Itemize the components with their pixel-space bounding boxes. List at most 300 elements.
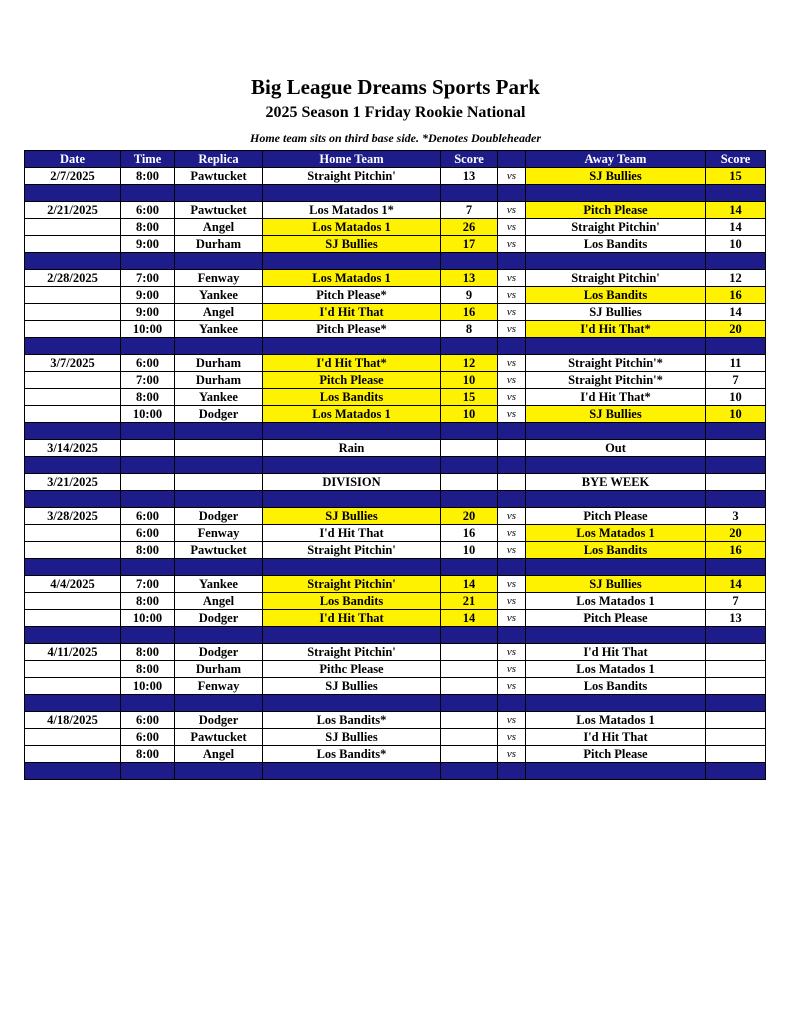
separator-row xyxy=(25,695,766,712)
home-team-cell: SJ Bullies xyxy=(263,236,441,253)
separator-cell xyxy=(441,559,498,576)
home-score-cell: 16 xyxy=(441,525,498,542)
game-row xyxy=(25,389,766,406)
separator-cell xyxy=(25,338,121,355)
date-cell xyxy=(25,406,121,423)
vs-cell: vs xyxy=(498,202,526,219)
home-team-cell: Los Matados 1 xyxy=(263,270,441,287)
separator-cell xyxy=(175,185,263,202)
away-team-cell: Out xyxy=(526,440,706,457)
separator-row xyxy=(25,423,766,440)
replica-cell: Durham xyxy=(175,661,263,678)
separator-row xyxy=(25,491,766,508)
away-score-cell: 10 xyxy=(706,406,766,423)
vs-cell: vs xyxy=(498,746,526,763)
home-score-cell: 13 xyxy=(441,270,498,287)
separator-cell xyxy=(263,763,441,780)
game-row xyxy=(25,440,766,457)
vs-cell: vs xyxy=(498,508,526,525)
away-score-cell xyxy=(706,440,766,457)
date-cell xyxy=(25,542,121,559)
replica-cell xyxy=(175,440,263,457)
col-header-home-score: Score xyxy=(441,151,498,168)
home-team-cell: SJ Bullies xyxy=(263,508,441,525)
game-row xyxy=(25,304,766,321)
away-team-cell: I'd Hit That* xyxy=(526,321,706,338)
away-score-cell xyxy=(706,729,766,746)
away-team-cell: Los Matados 1 xyxy=(526,661,706,678)
separator-cell xyxy=(25,423,121,440)
home-team-cell: Los Bandits* xyxy=(263,746,441,763)
away-team-cell: I'd Hit That xyxy=(526,729,706,746)
time-cell: 8:00 xyxy=(121,593,175,610)
separator-row xyxy=(25,559,766,576)
separator-cell xyxy=(121,457,175,474)
time-cell xyxy=(121,474,175,491)
game-row xyxy=(25,168,766,185)
separator-cell xyxy=(441,338,498,355)
vs-cell: vs xyxy=(498,542,526,559)
separator-cell xyxy=(441,627,498,644)
replica-cell: Pawtucket xyxy=(175,729,263,746)
game-row xyxy=(25,321,766,338)
separator-cell xyxy=(175,763,263,780)
home-team-cell: Rain xyxy=(263,440,441,457)
replica-cell: Fenway xyxy=(175,270,263,287)
replica-cell: Dodger xyxy=(175,508,263,525)
vs-cell: vs xyxy=(498,270,526,287)
separator-cell xyxy=(25,763,121,780)
separator-cell xyxy=(441,763,498,780)
date-cell xyxy=(25,746,121,763)
time-cell: 8:00 xyxy=(121,644,175,661)
time-cell: 6:00 xyxy=(121,355,175,372)
away-team-cell: SJ Bullies xyxy=(526,406,706,423)
date-cell xyxy=(25,236,121,253)
separator-cell xyxy=(175,491,263,508)
separator-cell xyxy=(498,763,526,780)
separator-cell xyxy=(121,559,175,576)
schedule-body xyxy=(25,168,766,780)
home-score-cell xyxy=(441,661,498,678)
date-cell: 3/21/2025 xyxy=(25,474,121,491)
replica-cell: Pawtucket xyxy=(175,168,263,185)
away-score-cell: 16 xyxy=(706,287,766,304)
vs-cell: vs xyxy=(498,729,526,746)
separator-cell xyxy=(121,627,175,644)
home-score-cell xyxy=(441,474,498,491)
vs-cell: vs xyxy=(498,287,526,304)
time-cell: 7:00 xyxy=(121,372,175,389)
home-score-cell xyxy=(441,644,498,661)
separator-cell xyxy=(706,457,766,474)
col-header-away-team: Away Team xyxy=(526,151,706,168)
time-cell: 6:00 xyxy=(121,729,175,746)
separator-cell xyxy=(25,185,121,202)
replica-cell: Yankee xyxy=(175,287,263,304)
away-score-cell xyxy=(706,661,766,678)
separator-cell xyxy=(526,185,706,202)
date-cell: 4/11/2025 xyxy=(25,644,121,661)
separator-cell xyxy=(498,185,526,202)
separator-cell xyxy=(121,253,175,270)
time-cell: 10:00 xyxy=(121,610,175,627)
separator-cell xyxy=(706,763,766,780)
time-cell: 9:00 xyxy=(121,287,175,304)
home-team-cell: Los Matados 1 xyxy=(263,219,441,236)
home-team-cell: I'd Hit That xyxy=(263,304,441,321)
home-score-cell: 12 xyxy=(441,355,498,372)
away-team-cell: Pitch Please xyxy=(526,610,706,627)
away-team-cell: Straight Pitchin' xyxy=(526,219,706,236)
date-cell: 2/28/2025 xyxy=(25,270,121,287)
away-score-cell xyxy=(706,644,766,661)
separator-cell xyxy=(706,491,766,508)
date-cell xyxy=(25,389,121,406)
away-team-cell: BYE WEEK xyxy=(526,474,706,491)
home-score-cell: 14 xyxy=(441,576,498,593)
vs-cell xyxy=(498,440,526,457)
separator-cell xyxy=(263,338,441,355)
home-team-cell: Los Bandits xyxy=(263,389,441,406)
separator-row xyxy=(25,185,766,202)
separator-cell xyxy=(175,695,263,712)
home-score-cell xyxy=(441,440,498,457)
replica-cell: Yankee xyxy=(175,321,263,338)
separator-cell xyxy=(498,253,526,270)
separator-cell xyxy=(441,423,498,440)
away-team-cell: Los Bandits xyxy=(526,287,706,304)
separator-cell xyxy=(498,695,526,712)
separator-cell xyxy=(25,253,121,270)
replica-cell: Yankee xyxy=(175,576,263,593)
separator-cell xyxy=(441,457,498,474)
col-header-home-team: Home Team xyxy=(263,151,441,168)
home-team-cell: Los Bandits xyxy=(263,593,441,610)
away-team-cell: Straight Pitchin'* xyxy=(526,372,706,389)
col-header-away-score: Score xyxy=(706,151,766,168)
page-title: Big League Dreams Sports Park xyxy=(251,75,540,99)
separator-cell xyxy=(441,491,498,508)
away-score-cell: 13 xyxy=(706,610,766,627)
away-team-cell: Los Matados 1 xyxy=(526,525,706,542)
header-row xyxy=(25,151,766,168)
time-cell: 8:00 xyxy=(121,219,175,236)
col-header-vs xyxy=(498,151,526,168)
home-score-cell: 15 xyxy=(441,389,498,406)
vs-cell: vs xyxy=(498,661,526,678)
separator-cell xyxy=(498,627,526,644)
game-row xyxy=(25,270,766,287)
separator-cell xyxy=(706,338,766,355)
separator-cell xyxy=(121,695,175,712)
separator-cell xyxy=(706,695,766,712)
home-score-cell: 20 xyxy=(441,508,498,525)
home-score-cell: 16 xyxy=(441,304,498,321)
separator-cell xyxy=(175,423,263,440)
replica-cell: Fenway xyxy=(175,678,263,695)
separator-cell xyxy=(706,185,766,202)
separator-row xyxy=(25,763,766,780)
separator-cell xyxy=(175,253,263,270)
separator-cell xyxy=(25,627,121,644)
time-cell: 7:00 xyxy=(121,576,175,593)
time-cell: 7:00 xyxy=(121,270,175,287)
away-team-cell: SJ Bullies xyxy=(526,576,706,593)
separator-row xyxy=(25,457,766,474)
separator-row xyxy=(25,627,766,644)
away-team-cell: Pitch Please xyxy=(526,746,706,763)
game-row xyxy=(25,593,766,610)
separator-cell xyxy=(441,253,498,270)
separator-cell xyxy=(263,457,441,474)
date-cell: 2/21/2025 xyxy=(25,202,121,219)
game-row xyxy=(25,202,766,219)
vs-cell: vs xyxy=(498,644,526,661)
separator-cell xyxy=(526,423,706,440)
game-row xyxy=(25,372,766,389)
separator-cell xyxy=(441,695,498,712)
home-team-cell: Pitch Please* xyxy=(263,287,441,304)
home-team-cell: I'd Hit That* xyxy=(263,355,441,372)
game-row xyxy=(25,525,766,542)
separator-cell xyxy=(526,559,706,576)
time-cell: 8:00 xyxy=(121,542,175,559)
date-cell xyxy=(25,729,121,746)
home-team-cell: I'd Hit That xyxy=(263,610,441,627)
separator-cell xyxy=(526,491,706,508)
away-team-cell: Los Matados 1 xyxy=(526,593,706,610)
date-cell xyxy=(25,219,121,236)
separator-cell xyxy=(175,559,263,576)
vs-cell: vs xyxy=(498,355,526,372)
away-score-cell: 3 xyxy=(706,508,766,525)
col-header-replica: Replica xyxy=(175,151,263,168)
date-cell: 4/18/2025 xyxy=(25,712,121,729)
game-row xyxy=(25,576,766,593)
separator-cell xyxy=(526,338,706,355)
away-team-cell: Los Bandits xyxy=(526,542,706,559)
away-score-cell: 7 xyxy=(706,593,766,610)
home-score-cell xyxy=(441,746,498,763)
time-cell: 8:00 xyxy=(121,168,175,185)
home-team-cell: Straight Pitchin' xyxy=(263,542,441,559)
home-team-cell: Pitch Please xyxy=(263,372,441,389)
separator-cell xyxy=(526,627,706,644)
time-cell: 6:00 xyxy=(121,202,175,219)
away-team-cell: I'd Hit That xyxy=(526,644,706,661)
separator-cell xyxy=(175,627,263,644)
away-team-cell: Straight Pitchin' xyxy=(526,270,706,287)
date-cell: 2/7/2025 xyxy=(25,168,121,185)
separator-cell xyxy=(263,695,441,712)
time-cell: 6:00 xyxy=(121,525,175,542)
date-cell xyxy=(25,304,121,321)
away-score-cell: 15 xyxy=(706,168,766,185)
vs-cell: vs xyxy=(498,525,526,542)
away-score-cell: 10 xyxy=(706,389,766,406)
home-team-cell: DIVISION xyxy=(263,474,441,491)
home-score-cell: 21 xyxy=(441,593,498,610)
away-team-cell: Straight Pitchin'* xyxy=(526,355,706,372)
away-team-cell: Los Bandits xyxy=(526,236,706,253)
replica-cell: Durham xyxy=(175,372,263,389)
away-score-cell: 14 xyxy=(706,219,766,236)
game-row xyxy=(25,508,766,525)
vs-cell: vs xyxy=(498,372,526,389)
away-score-cell: 14 xyxy=(706,304,766,321)
replica-cell xyxy=(175,474,263,491)
replica-cell: Dodger xyxy=(175,712,263,729)
separator-cell xyxy=(263,491,441,508)
vs-cell: vs xyxy=(498,406,526,423)
replica-cell: Fenway xyxy=(175,525,263,542)
home-team-cell: Straight Pitchin' xyxy=(263,644,441,661)
separator-cell xyxy=(706,253,766,270)
separator-cell xyxy=(25,559,121,576)
time-cell: 6:00 xyxy=(121,508,175,525)
time-cell: 6:00 xyxy=(121,712,175,729)
home-team-cell: Straight Pitchin' xyxy=(263,576,441,593)
away-score-cell: 12 xyxy=(706,270,766,287)
home-score-cell xyxy=(441,729,498,746)
time-cell: 8:00 xyxy=(121,746,175,763)
date-cell: 3/14/2025 xyxy=(25,440,121,457)
home-team-cell: SJ Bullies xyxy=(263,729,441,746)
away-team-cell: SJ Bullies xyxy=(526,168,706,185)
home-team-cell: I'd Hit That xyxy=(263,525,441,542)
col-header-date: Date xyxy=(25,151,121,168)
separator-cell xyxy=(706,423,766,440)
vs-cell: vs xyxy=(498,219,526,236)
date-cell: 3/7/2025 xyxy=(25,355,121,372)
replica-cell: Angel xyxy=(175,304,263,321)
separator-cell xyxy=(441,185,498,202)
away-team-cell: Los Bandits xyxy=(526,678,706,695)
separator-cell xyxy=(526,253,706,270)
vs-cell: vs xyxy=(498,593,526,610)
time-cell: 10:00 xyxy=(121,678,175,695)
separator-cell xyxy=(498,423,526,440)
separator-cell xyxy=(263,185,441,202)
replica-cell: Angel xyxy=(175,593,263,610)
separator-cell xyxy=(121,423,175,440)
away-score-cell: 20 xyxy=(706,321,766,338)
separator-cell xyxy=(121,491,175,508)
time-cell: 9:00 xyxy=(121,304,175,321)
vs-cell: vs xyxy=(498,678,526,695)
away-score-cell: 7 xyxy=(706,372,766,389)
vs-cell: vs xyxy=(498,321,526,338)
away-score-cell: 11 xyxy=(706,355,766,372)
game-row xyxy=(25,661,766,678)
vs-cell: vs xyxy=(498,168,526,185)
replica-cell: Angel xyxy=(175,746,263,763)
home-score-cell: 10 xyxy=(441,372,498,389)
separator-cell xyxy=(263,559,441,576)
separator-cell xyxy=(263,253,441,270)
separator-cell xyxy=(121,185,175,202)
separator-cell xyxy=(263,627,441,644)
away-score-cell xyxy=(706,474,766,491)
date-cell: 4/4/2025 xyxy=(25,576,121,593)
home-score-cell: 26 xyxy=(441,219,498,236)
schedule-note: Home team sits on third base side. *Denotes Doubleheader xyxy=(250,131,541,145)
separator-cell xyxy=(121,763,175,780)
game-row xyxy=(25,236,766,253)
time-cell xyxy=(121,440,175,457)
date-cell xyxy=(25,287,121,304)
replica-cell: Pawtucket xyxy=(175,542,263,559)
separator-cell xyxy=(498,457,526,474)
separator-row xyxy=(25,253,766,270)
separator-cell xyxy=(175,457,263,474)
vs-cell xyxy=(498,474,526,491)
game-row xyxy=(25,712,766,729)
replica-cell: Pawtucket xyxy=(175,202,263,219)
replica-cell: Durham xyxy=(175,236,263,253)
home-score-cell: 13 xyxy=(441,168,498,185)
col-header-time: Time xyxy=(121,151,175,168)
game-row xyxy=(25,678,766,695)
replica-cell: Dodger xyxy=(175,644,263,661)
separator-cell xyxy=(498,338,526,355)
game-row xyxy=(25,406,766,423)
away-score-cell: 10 xyxy=(706,236,766,253)
vs-cell: vs xyxy=(498,389,526,406)
separator-cell xyxy=(25,695,121,712)
time-cell: 9:00 xyxy=(121,236,175,253)
game-row xyxy=(25,219,766,236)
date-cell xyxy=(25,610,121,627)
home-score-cell: 9 xyxy=(441,287,498,304)
game-row xyxy=(25,542,766,559)
date-cell xyxy=(25,372,121,389)
date-cell xyxy=(25,321,121,338)
home-team-cell: Los Matados 1 xyxy=(263,406,441,423)
separator-cell xyxy=(263,423,441,440)
schedule-table xyxy=(24,150,766,780)
away-score-cell xyxy=(706,712,766,729)
home-team-cell: Pithc Please xyxy=(263,661,441,678)
vs-cell: vs xyxy=(498,610,526,627)
separator-cell xyxy=(25,491,121,508)
home-score-cell: 17 xyxy=(441,236,498,253)
separator-cell xyxy=(498,491,526,508)
away-score-cell: 14 xyxy=(706,576,766,593)
home-team-cell: Pitch Please* xyxy=(263,321,441,338)
separator-cell xyxy=(706,559,766,576)
home-score-cell: 8 xyxy=(441,321,498,338)
game-row xyxy=(25,610,766,627)
replica-cell: Dodger xyxy=(175,610,263,627)
date-cell xyxy=(25,661,121,678)
away-score-cell xyxy=(706,678,766,695)
time-cell: 8:00 xyxy=(121,661,175,678)
away-team-cell: I'd Hit That* xyxy=(526,389,706,406)
home-score-cell xyxy=(441,678,498,695)
home-team-cell: Straight Pitchin' xyxy=(263,168,441,185)
away-score-cell: 20 xyxy=(706,525,766,542)
vs-cell: vs xyxy=(498,304,526,321)
vs-cell: vs xyxy=(498,236,526,253)
home-score-cell: 7 xyxy=(441,202,498,219)
home-team-cell: Los Matados 1* xyxy=(263,202,441,219)
replica-cell: Yankee xyxy=(175,389,263,406)
separator-cell xyxy=(526,763,706,780)
away-team-cell: Los Matados 1 xyxy=(526,712,706,729)
home-team-cell: SJ Bullies xyxy=(263,678,441,695)
